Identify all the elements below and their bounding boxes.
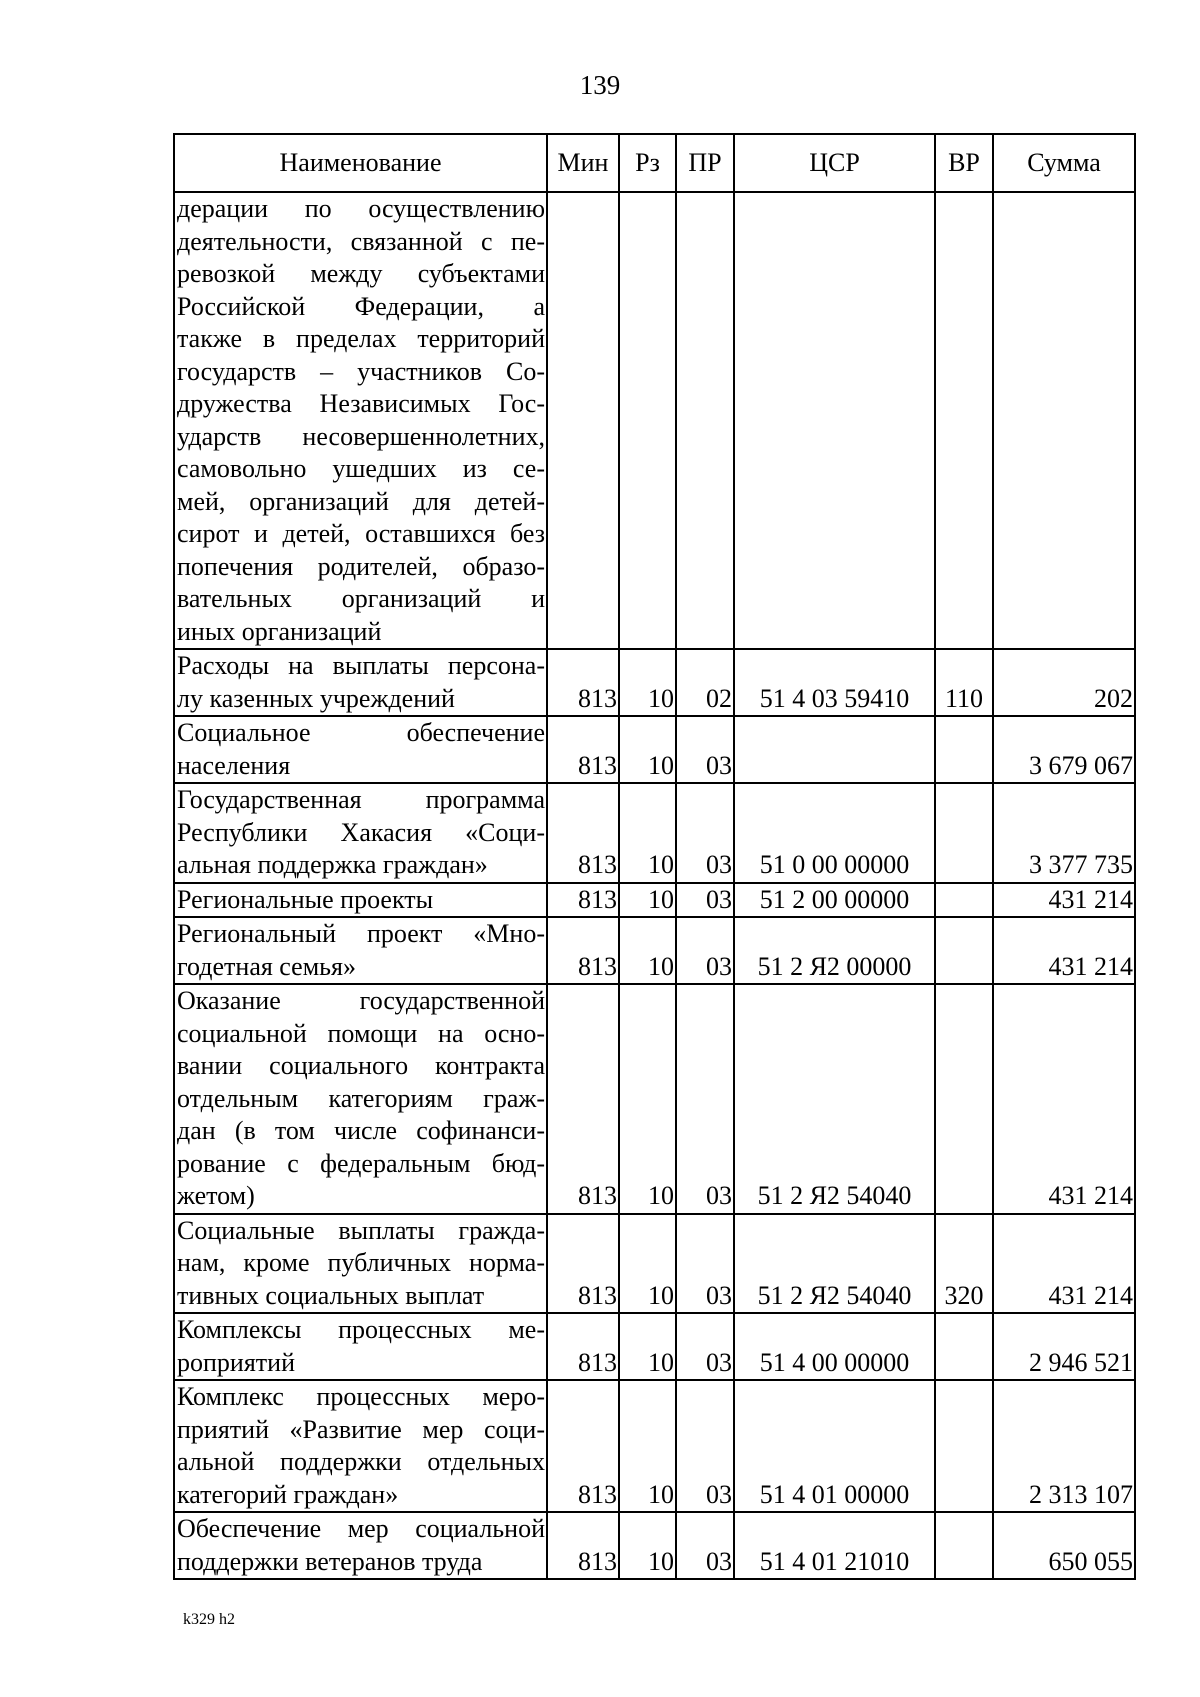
row-name-line: Обеспечение мер социальной [177,1514,545,1543]
row-sum: 431 214 [993,883,1135,918]
row-name-line: попечения родителей, образо- [177,551,545,581]
row-pr: 03 [676,984,734,1214]
row-csr [734,716,935,783]
row-min: 813 [547,984,619,1214]
table-row [174,984,1135,1214]
row-name-line: лу казенных учреждений [177,683,455,713]
row-name-line: альная поддержка граждан» [177,850,488,879]
row-rz [619,192,676,649]
row-sum: 431 214 [993,984,1135,1214]
row-vr [935,1512,993,1579]
row-name-line: социальной помощи на осно- [177,1018,545,1048]
header-rz: Рз [619,134,676,192]
row-name-line: вании социального контракта [177,1051,545,1080]
row-min: 813 [547,883,619,918]
header-sum: Сумма [993,134,1135,192]
row-pr: 03 [676,1512,734,1579]
row-min: 813 [547,917,619,984]
table-row [174,1380,1135,1512]
row-name [174,716,547,783]
row-name-line: дан (в том числе софинанси- [177,1116,545,1145]
row-name-line: поддержки ветеранов труда [177,1546,483,1576]
row-min: 813 [547,1313,619,1380]
row-name-line: государств – участников Со- [177,356,545,386]
row-sum: 431 214 [993,1214,1135,1314]
table-row [174,783,1135,883]
row-name-line: роприятий [177,1347,295,1377]
row-pr: 03 [676,917,734,984]
table-row [174,883,1135,918]
row-name-line: годетная семья» [177,951,356,981]
row-sum: 2 946 521 [993,1313,1135,1380]
row-name-line: населения [177,750,291,780]
row-name-line: Государственная программа [177,785,545,814]
row-name-line: вательных организаций и [177,584,545,613]
row-name-line: иных организаций [177,616,382,646]
row-sum: 650 055 [993,1512,1135,1579]
row-name-line: ревозкой между субъектами [177,259,545,288]
row-csr: 51 2 Я2 00000 [734,917,935,984]
row-pr: 03 [676,883,734,918]
header-csr: ЦСР [734,134,935,192]
row-pr: 03 [676,783,734,883]
row-pr: 03 [676,1313,734,1380]
row-name-line: Российской Федерации, а [177,291,545,321]
header-name: Наименование [174,134,547,192]
row-name [174,783,547,883]
row-name-line: рование с федеральным бюд- [177,1148,545,1178]
row-name [174,1313,547,1380]
row-sum: 2 313 107 [993,1380,1135,1512]
row-rz: 10 [619,716,676,783]
header-row [174,134,1135,192]
table-row [174,1313,1135,1380]
row-csr: 51 4 01 21010 [734,1512,935,1579]
row-name-line: альной поддержки отдельных [177,1447,545,1476]
row-name [174,984,547,1214]
row-sum [993,192,1135,649]
row-name-line: категорий граждан» [177,1479,399,1509]
row-name-line: самовольно ушедших из се- [177,454,545,483]
row-name-line: отдельным категориям граж- [177,1083,545,1113]
row-name [174,1512,547,1579]
row-vr [935,917,993,984]
row-rz: 10 [619,649,676,716]
row-pr: 03 [676,716,734,783]
row-csr: 51 4 00 00000 [734,1313,935,1380]
row-name-line: ударств несовершеннолетних, [177,421,545,451]
table-row [174,649,1135,716]
row-vr [935,883,993,918]
row-vr [935,192,993,649]
row-sum: 431 214 [993,917,1135,984]
row-name [174,883,547,918]
row-rz: 10 [619,783,676,883]
row-vr [935,1313,993,1380]
row-vr [935,984,993,1214]
row-name-line: тивных социальных выплат [177,1280,485,1310]
row-name-line: приятий «Развитие мер соци- [177,1414,545,1444]
row-name-line: Социальные выплаты гражда- [177,1215,545,1245]
row-name-line: Социальное обеспечение [177,718,545,747]
row-rz: 10 [619,1313,676,1380]
row-name [174,1214,547,1314]
row-name-line: мей, организаций для детей- [177,486,545,516]
row-name-line: Расходы на выплаты персона- [177,651,545,680]
table-row [174,917,1135,984]
row-pr: 03 [676,1380,734,1512]
row-name [174,649,547,716]
row-name-line: деятельности, связанной с пе- [177,226,545,256]
row-pr [676,192,734,649]
row-vr [935,1380,993,1512]
row-vr [935,716,993,783]
table-row [174,716,1135,783]
row-name-line: Республики Хакасия «Соци- [177,817,545,847]
row-min [547,192,619,649]
row-pr: 03 [676,1214,734,1314]
row-min: 813 [547,783,619,883]
row-rz: 10 [619,1214,676,1314]
table-row [174,1214,1135,1314]
row-csr: 51 4 01 00000 [734,1380,935,1512]
header-vr: ВР [935,134,993,192]
row-min: 813 [547,649,619,716]
row-csr: 51 4 03 59410 [734,649,935,716]
row-min: 813 [547,1512,619,1579]
budget-table [173,133,1136,1580]
row-csr [734,192,935,649]
row-sum: 202 [993,649,1135,716]
row-name-line: Комплекс процессных меро- [177,1382,545,1411]
footer-code: k329 h2 [183,1611,235,1628]
row-pr: 02 [676,649,734,716]
row-name-line: Комплексы процессных ме- [177,1315,545,1344]
row-name-line: также в пределах территорий [177,324,545,353]
row-name-line: дерации по осуществлению [177,194,545,223]
row-rz: 10 [619,1512,676,1579]
row-csr: 51 2 00 00000 [734,883,935,918]
row-vr: 320 [935,1214,993,1314]
table-row [174,1512,1135,1579]
row-rz: 10 [619,1380,676,1512]
row-sum: 3 679 067 [993,716,1135,783]
row-name-line: дружества Независимых Гос- [177,389,545,418]
row-vr: 110 [935,649,993,716]
table-row [174,192,1135,649]
row-csr: 51 0 00 00000 [734,783,935,883]
row-name [174,192,547,649]
row-rz: 10 [619,883,676,918]
row-csr: 51 2 Я2 54040 [734,1214,935,1314]
row-min: 813 [547,1380,619,1512]
row-name [174,917,547,984]
row-name-line: нам, кроме публичных норма- [177,1248,545,1277]
header-pr: ПР [676,134,734,192]
row-name-line: Оказание государственной [177,986,545,1015]
row-name [174,1380,547,1512]
row-min: 813 [547,1214,619,1314]
page-number: 139 [579,70,621,100]
header-min: Мин [547,134,619,192]
row-rz: 10 [619,917,676,984]
row-rz: 10 [619,984,676,1214]
row-sum: 3 377 735 [993,783,1135,883]
row-vr [935,783,993,883]
row-min: 813 [547,716,619,783]
row-name-line: Региональный проект «Мно- [177,919,545,948]
row-name-line: Региональные проекты [177,884,434,914]
row-name-line: жетом) [177,1181,255,1210]
row-csr: 51 2 Я2 54040 [734,984,935,1214]
row-name-line: сирот и детей, оставшихся без [177,519,545,548]
